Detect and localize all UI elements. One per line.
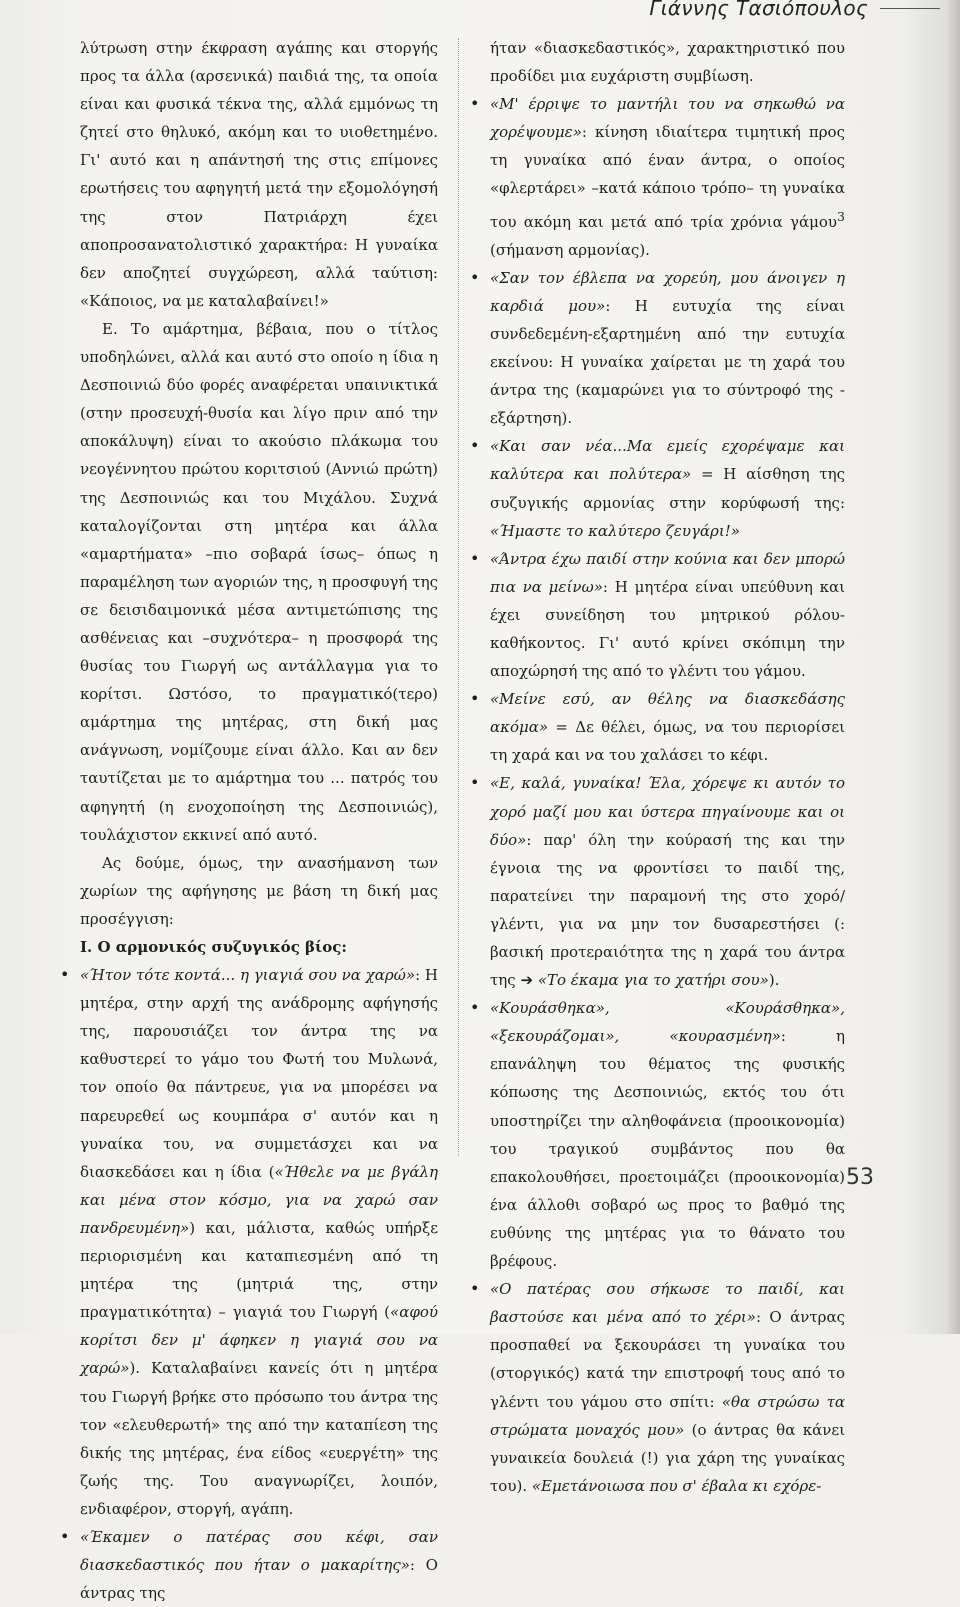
list-item xyxy=(490,994,845,1275)
running-header-author: Γιάννης Τασιόπουλος xyxy=(649,0,868,20)
header-rule xyxy=(880,8,940,9)
paragraph-intro: Ας δούμε, όμως, την ανασήμανση των χωρίων της αφήγησης με βάση τη δική μας προσέγγιση: xyxy=(80,853,438,928)
list-item xyxy=(80,1523,438,1607)
quote: «Έκαμεν ο πατέρας σου κέφι, σαν διασκεδαστικός που ήταν ο μακαρίτης» xyxy=(80,1527,438,1575)
commentary: : Η μητέρα είναι υπεύθυνη και έχει συνείδηση του μητρικού ρόλου-καθήκοντος. Γι' αυτό κρίνει σκόπιμη την αποχώρησή της από το γλέντι του γάμου. xyxy=(490,577,845,681)
commentary: : Ο άντρας της xyxy=(80,1556,438,1603)
commentary: : παρ' όλη την κούρασή της και την έγνοια της να φροντίσει το παιδί της, παρατείνει την παραμονή της στο χορό/γλέντι, για να μην τον δυσαρεστήσει (: βασική προτεραιότητα της η χαρά του άντρα της xyxy=(490,830,845,990)
commentary: : η επανάληψη του θέματος της φυσικής κόπωσης της Δεσποινιώς, εκτός του ότι υποστηρίζει την αληθοφάνεια (προοικονομία) του τραγικού συμβάντος που θα επακολουθήσει, προετοιμάζει (προοικονομία) ένα άλλοθι σοβαρό ως προς το βαθμό της ευθύνης της μητέρας για το θάνατο του βρέφους. xyxy=(490,1027,845,1271)
quote: «Και σαν νέα...Μα εμείς εχορέψαμε και καλύτερα και πολύτερα» xyxy=(490,437,845,484)
right-column xyxy=(490,34,845,1500)
list-item xyxy=(490,90,845,264)
quote: «Κουράσθηκα», «Κουράσθηκα», «ξεκουράζομαι», «κουρασμένη» xyxy=(490,999,845,1046)
quote: «Άντρα έχω παιδί στην κούνια και δεν μπορώ πια να μείνω» xyxy=(490,549,845,596)
commentary: : Ο άντρας προσπαθεί να ξεκουράσει τη γυναίκα του (στοργικός) κατά την επιστροφή τους από το γλέντι του γάμου στο σπίτι: xyxy=(490,1308,845,1411)
quote: «Σαν τον έβλεπα να χορεύη, μου άνοιγεν η καρδιά μου» xyxy=(490,268,845,315)
commentary: = Δε θέλει, όμως, να του περιορίσει τη χαρά και να του χαλάσει το κέφι. xyxy=(490,718,845,765)
quote: «Μείνε εσύ, αν θέλης να διασκεδάσης ακόμα» xyxy=(490,690,845,737)
paragraph-continuation: ήταν «διασκεδαστικός», χαρακτηριστικό που προδίδει μια ευχάριστη συμβίωση. xyxy=(490,39,845,86)
quote: «Εμετάνοιωσα που σ' έβαλα κι εχόρε- xyxy=(531,1476,822,1495)
arrow-icon: ➔ xyxy=(520,971,534,990)
list-item xyxy=(490,1275,845,1500)
commentary: (ο άντρας θα κάνει γυναικεία δουλειά (!) για χάρη της γυναίκας του). xyxy=(490,1420,845,1495)
list-item xyxy=(490,545,845,685)
paragraph-section-e: Ε. Το αμάρτημα, βέβαια, που ο τίτλος υποδηλώνει, αλλά και αυτό στο οποίο η ίδια η Δεσποινιώ δύο φορές αναφέρεται υπαινικτικά (στην προσευχή-θυσία και λίγο πριν από την αποκάλυψη) είναι το ακούσιο πλάκωμα του νεογέννητου πρώτου κοριτσιού (Αννιώ πρώτη) της Δεσποινιώς και του Μιχάλου. Συχνά καταλογίζονται στη μητέρα και άλλα «αμαρτήματα» –πιο σοβαρά ίσως– όπως η παραμέληση των αγοριών της, η προσφυγή της σε δεισιδαιμονικά μέσα αντιμετώπισης της ασθένειας και –συχνότερα– η προσφορά της θυσίας του Γιωργή ως αντάλλαγμα για το κορίτσι. Ωστόσο, το πραγματικό(τερο) αμάρτημα της μητέρας, στη δική μας ανάγνωση, νομίζουμε είναι άλλο. Και αν δεν ταυτίζεται με το αμάρτημα του ... πατρός του αφηγητή (η ενοχοποίηση της Δεσποινιώς), τουλάχιστον εκκινεί από αυτό. xyxy=(80,319,438,844)
list-item xyxy=(490,769,845,994)
commentary: ). Καταλαβαίνει κανείς ότι η μητέρα του Γιωργή βρήκε στο πρόσωπο του άντρα της τον «ελευθερωτή» της από την καταπίεση της δικής της μητέρας, ένα είδος «ευεργέτη» της ζωής της. Του αναγνωρίζει, λοιπόν, ενδιαφέρον, στοργή, αγάπη. xyxy=(80,1359,438,1518)
commentary: : Η ευτυχία της είναι συνδεδεμένη-εξαρτημένη από την ευτυχία εκείνου: Η γυναίκα χαίρεται με τη χαρά του άντρα της (καμαρώνει για το σύντροφό της - εξάρτηση). xyxy=(490,296,845,428)
quote: «Μ' έρριψε το μαντήλι του να σηκωθώ να χορέψουμε» xyxy=(490,95,845,142)
bullet-list-right xyxy=(490,90,845,1500)
quote: «θα στρώσω τα στρώματα μοναχός μου» xyxy=(490,1392,846,1439)
list-item xyxy=(490,264,845,433)
quote: «Ο πατέρας σου σήκωσε το παιδί, και βαστούσε και μένα από το χέρι» xyxy=(490,1280,845,1327)
footnote-ref: 3 xyxy=(837,208,845,224)
commentary: : Η μητέρα, στην αρχή της ανάδρομης αφήγησής της, παρουσιάζει τον άντρα της να καθυστερεί το γάμο του Φωτή του Μυλωνά, τον οποίο θα πάντρευε, για να μπορέσει να παρευρεθεί ως κουμπάρα σ' αυτόν και η γυναίκα του, να συμμετάσχει και να διασκεδάσει και η ίδια ( xyxy=(80,966,438,1181)
section-heading: Ι. Ο αρμονικός συζυγικός βίος: xyxy=(80,938,347,956)
commentary: = Η αίσθηση της συζυγικής αρμονίας στην κορύφωσή της: xyxy=(490,465,845,512)
quote: «Ήτον τότε κοντά... η γιαγιά σου να χαρώ» xyxy=(80,966,416,985)
page-edge-shadow xyxy=(946,0,960,1334)
quote: «Ήθελε να με βγάλη και μένα στον κόσμο, για να χαρώ σαν πανδρευμένη» xyxy=(80,1162,438,1237)
commentary: ) και, μάλιστα, καθώς υπήρξε περιορισμένη και καταπιεσμένη από τη μητέρα της (μητριά της, στην πραγματικότητα) – γιαγιά του Γιωργή ( xyxy=(80,1218,438,1322)
list-item xyxy=(490,432,845,544)
paragraph-continuation: λύτρωση στην έκφραση αγάπης και στοργής προς τα άλλα (αρσενικά) παιδιά της, τα οποία είναι και φυσικά τέκνα της, αλλά εμμόνως τη ζητεί στο θηλυκό, ακόμη και το υιοθετημένο. Γι' αυτό και η απάντησή της στις επίμονες ερωτήσεις του αφηγητή μετά την εξομολόγησή της στον Πατριάρχη έχει αποπροσανατολιστικό χαρακτήρα: Η γυναίκα δεν αποζητεί συγχώρεση, αλλά ταύτιση: «Κάποιος, να με καταλαβαίνει!» xyxy=(80,39,438,310)
column-divider xyxy=(458,38,459,1156)
commentary: ). xyxy=(768,971,780,990)
bullet-list-left xyxy=(80,961,438,1607)
list-item xyxy=(80,961,438,1523)
list-item xyxy=(490,685,845,769)
page-number: 53 xyxy=(846,1165,874,1190)
left-column xyxy=(80,34,438,1607)
commentary: (σήμανση αρμονίας). xyxy=(490,240,650,259)
quote: «Ήμαστε το καλύτερο ζευγάρι!» xyxy=(490,521,740,540)
quote: «Ε, καλά, γυναίκα! Έλα, χόρεψε κι αυτόν το χορό μαζί μου και ύστερα πηγαίνουμε και οι δύο» xyxy=(490,774,845,849)
commentary: : κίνηση ιδιαίτερα τιμητική προς τη γυναίκα από έναν άντρα, ο οποίος «φλερτάρει» –κατά κάποιο τρόπο– τη γυναίκα του ακόμη και μετά από τρία χρόνια γάμου xyxy=(490,123,845,231)
quote: «αφού κορίτσι δεν μ' άφηκεν η γιαγιά σου να χαρώ» xyxy=(80,1303,438,1378)
quote: «Το έκαμα για το χατήρι σου» xyxy=(533,971,769,990)
